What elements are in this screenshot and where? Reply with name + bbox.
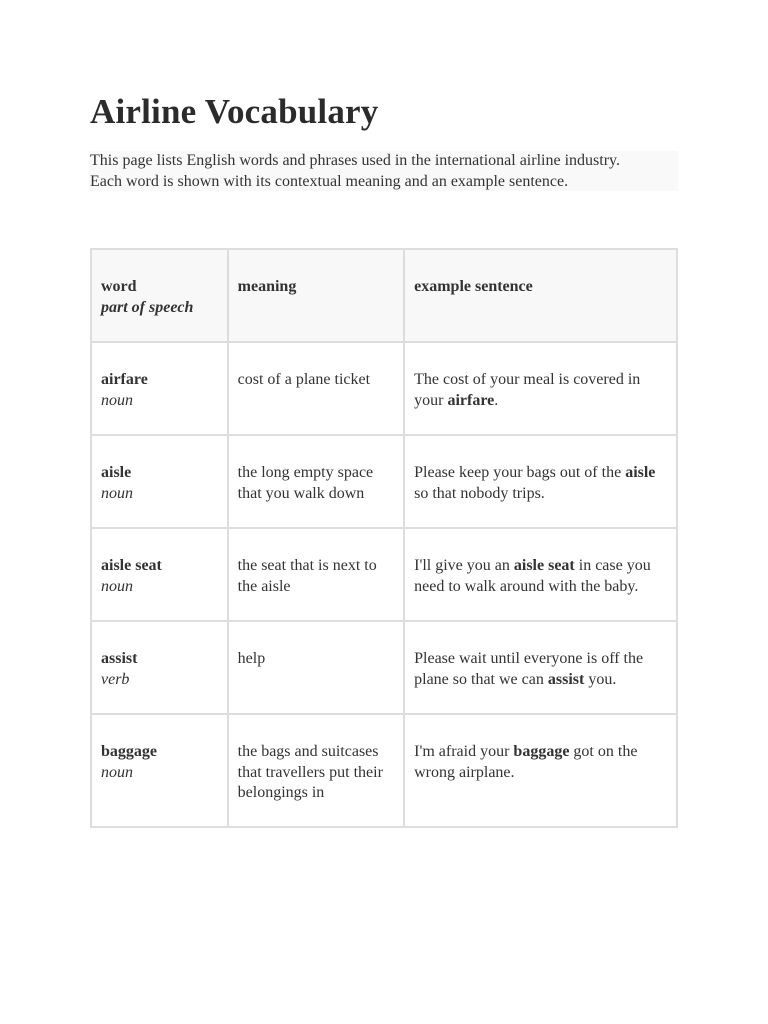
term: aisle seat <box>101 557 162 574</box>
part-of-speech: noun <box>101 391 133 409</box>
word-cell <box>91 342 228 435</box>
intro-line: Each word is shown with its contextual meaning and an example sentence. <box>90 172 569 190</box>
example-highlight: assist <box>547 670 585 688</box>
header-word-label: word <box>101 278 137 295</box>
example-highlight: aisle seat <box>513 557 575 574</box>
word-cell <box>91 714 228 827</box>
table-row <box>91 435 677 528</box>
term: aisle <box>101 464 132 481</box>
word-cell <box>91 621 228 714</box>
example-text: got on the wrong airplane. <box>414 743 638 781</box>
example-text: you. <box>584 670 617 688</box>
example-cell <box>404 528 677 621</box>
word-cell <box>91 435 228 528</box>
table-header-row <box>91 249 677 342</box>
example-text: Please keep your bags out of the <box>414 464 626 481</box>
vocabulary-table <box>90 248 678 828</box>
header-example-sentence: example sentence <box>404 249 677 342</box>
example-cell <box>404 342 677 435</box>
example-text: Please wait until everyone is off the plane so that we can <box>414 650 644 688</box>
example-text: I'm afraid your <box>414 743 514 760</box>
example-text: . <box>494 391 499 409</box>
example-highlight: baggage <box>513 743 570 760</box>
header-part-of-speech-label: part of speech <box>101 298 194 316</box>
meaning-cell: cost of a plane ticket <box>228 342 404 435</box>
table-row <box>91 342 677 435</box>
meaning-cell: help <box>228 621 404 714</box>
part-of-speech: noun <box>101 763 133 781</box>
example-text: The cost of your meal is covered in your <box>414 371 641 409</box>
example-text: in case you need to walk around with the baby. <box>414 557 651 595</box>
example-text: I'll give you an <box>414 557 514 574</box>
example-text: so that nobody trips. <box>414 484 545 502</box>
page-title: Airline Vocabulary <box>90 92 379 131</box>
term: baggage <box>101 743 157 760</box>
intro-paragraph <box>89 151 678 191</box>
part-of-speech: verb <box>101 670 130 688</box>
table-row <box>91 714 677 827</box>
example-cell <box>404 621 677 714</box>
meaning-cell: the long empty space that you walk down <box>228 435 404 528</box>
meaning-cell: the bags and suitcases that travellers put their belongings in <box>228 714 404 827</box>
part-of-speech: noun <box>101 577 133 595</box>
meaning-cell: the seat that is next to the aisle <box>228 528 404 621</box>
example-cell <box>404 435 677 528</box>
term: assist <box>101 650 138 667</box>
table-row <box>91 621 677 714</box>
example-highlight: aisle <box>625 464 656 481</box>
example-cell <box>404 714 677 827</box>
term: airfare <box>101 371 148 388</box>
example-highlight: airfare <box>447 391 495 409</box>
part-of-speech: noun <box>101 484 133 502</box>
header-meaning: meaning <box>228 249 404 342</box>
header-word <box>91 249 228 342</box>
table-row <box>91 528 677 621</box>
intro-line: This page lists English words and phrases used in the international airline industry. <box>90 152 620 169</box>
word-cell <box>91 528 228 621</box>
